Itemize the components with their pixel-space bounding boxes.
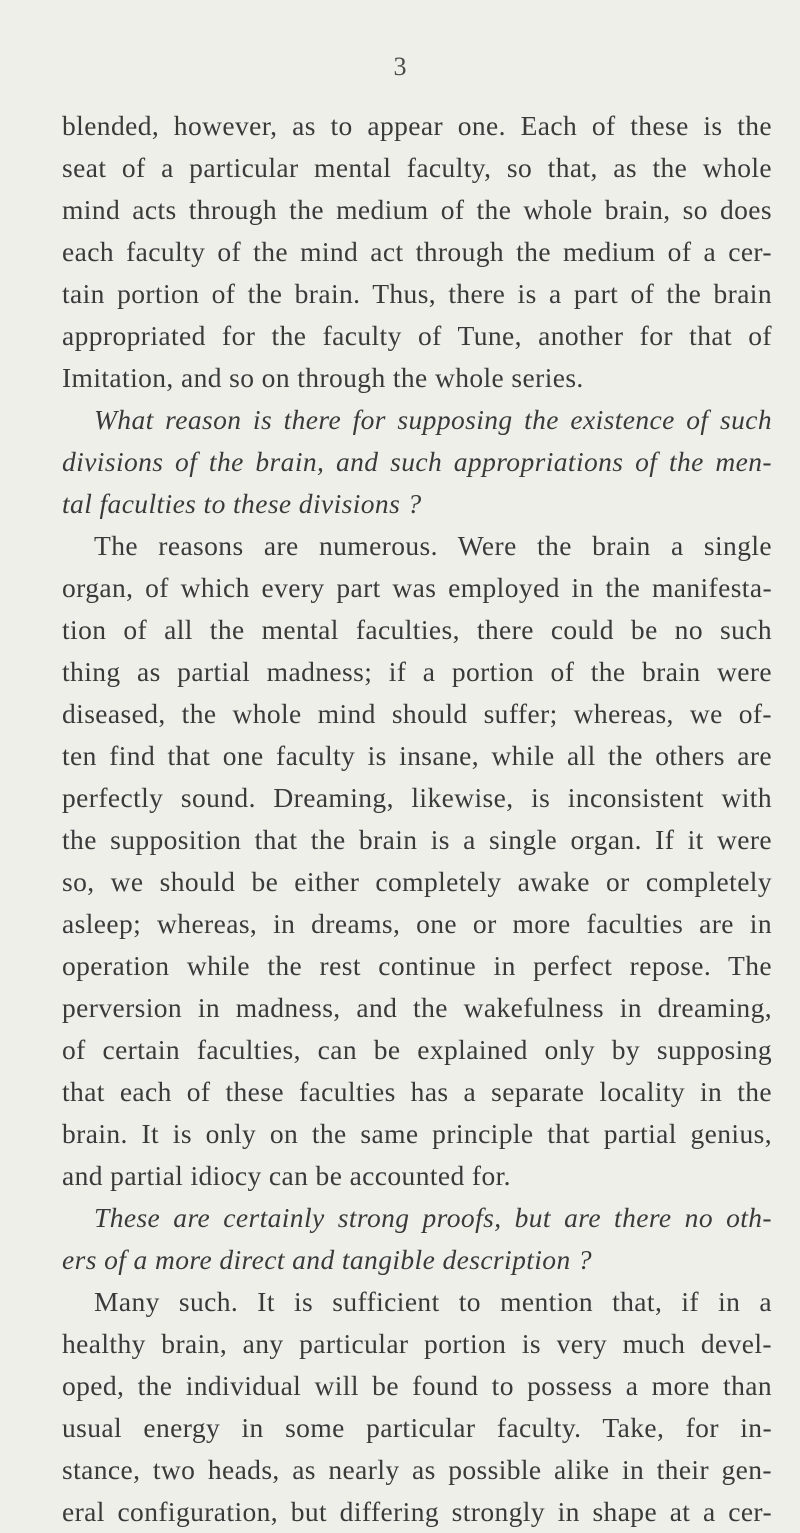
text-line: The reasons are numerous. Were the brain a single bbox=[94, 530, 772, 561]
text-line: ers of a more direct and tangible description ? bbox=[62, 1244, 593, 1275]
text-line: asleep; whereas, in dreams, one or more faculties are in bbox=[62, 908, 772, 939]
text-line: These are certainly strong proofs, but are there no oth- bbox=[94, 1202, 772, 1233]
text-line: appropriated for the faculty of Tune, another for that of bbox=[62, 320, 772, 351]
text-line: so, we should be either completely awake or completely bbox=[62, 866, 772, 897]
text-line: of certain faculties, can be explained only by supposing bbox=[62, 1034, 772, 1065]
text-line: and partial idiocy can be accounted for. bbox=[62, 1160, 511, 1191]
text-line: that each of these faculties has a separate locality in the bbox=[62, 1076, 772, 1107]
text-line: seat of a particular mental faculty, so that, as the whole bbox=[62, 152, 772, 183]
text-line: tain portion of the brain. Thus, there is a part of the brain bbox=[62, 278, 772, 309]
text-line: perversion in madness, and the wakefulness in dreaming, bbox=[62, 992, 772, 1023]
text-line: perfectly sound. Dreaming, likewise, is inconsistent with bbox=[62, 782, 772, 813]
text-line: organ, of which every part was employed in the manifesta- bbox=[62, 572, 772, 603]
text-line: Many such. It is sufficient to mention that, if in a bbox=[94, 1286, 772, 1317]
text-line: each faculty of the mind act through the medium of a cer- bbox=[62, 236, 772, 267]
text-line: thing as partial madness; if a portion of the brain were bbox=[62, 656, 772, 687]
body-text bbox=[62, 105, 772, 1533]
text-line: eral configuration, but differing strongly in shape at a cer- bbox=[62, 1496, 772, 1527]
text-line: Imitation, and so on through the whole series. bbox=[62, 362, 584, 393]
text-line: the supposition that the brain is a single organ. If it were bbox=[62, 824, 772, 855]
text-line: usual energy in some particular faculty. Take, for in- bbox=[62, 1412, 772, 1443]
text-line: brain. It is only on the same principle that partial genius, bbox=[62, 1118, 772, 1149]
text-line: What reason is there for supposing the existence of such bbox=[94, 404, 772, 435]
text-line: oped, the individual will be found to possess a more than bbox=[62, 1370, 772, 1401]
text-line: divisions of the brain, and such appropriations of the men- bbox=[62, 446, 772, 477]
text-line: healthy brain, any particular portion is very much devel- bbox=[62, 1328, 772, 1359]
text-line: ten find that one faculty is insane, while all the others are bbox=[62, 740, 772, 771]
text-line: tal faculties to these divisions ? bbox=[62, 488, 422, 519]
text-line: blended, however, as to appear one. Each of these is the bbox=[62, 110, 772, 141]
text-line: operation while the rest continue in perfect repose. The bbox=[62, 950, 772, 981]
text-line: diseased, the whole mind should suffer; whereas, we of- bbox=[62, 698, 772, 729]
text-line: mind acts through the medium of the whole brain, so does bbox=[62, 194, 772, 225]
text-line: stance, two heads, as nearly as possible alike in their gen- bbox=[62, 1454, 772, 1485]
page-number: 3 bbox=[393, 52, 407, 81]
text-line: tion of all the mental faculties, there could be no such bbox=[62, 614, 772, 645]
